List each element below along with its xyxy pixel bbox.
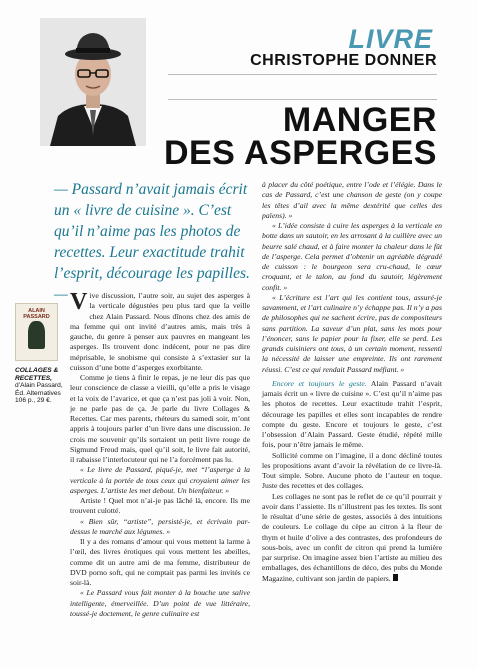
end-of-article-icon — [393, 574, 398, 581]
title-line-2: DES ASPERGES — [163, 134, 437, 172]
book-publisher: Éd. Alternatives — [15, 389, 61, 397]
pull-quote: — Passard n’avait jamais écrit un « livre de cuisine ». C’est qu’il n’aime pas les photos de recettes. Leur exactitude trahit l’esprit, décourage les papilles. — — [54, 181, 250, 303]
title-line-1: MANGER — [282, 101, 437, 139]
section-rubric: LIVRE — [348, 24, 433, 54]
article-paragraph: « Le livre de Passard, piqué-je, met “l’asperge à la verticale à la portée de tous ceux qui croyaient aimer les asperges. L’artiste les met debout. Un bienfaiteur. » — [70, 465, 250, 495]
page-title — [163, 101, 437, 172]
article-paragraph — [262, 492, 442, 584]
book-sidebar — [15, 303, 63, 405]
article-column-2 — [262, 180, 442, 584]
article-paragraph: à placer du côté poétique, entre l’ode et l’élégie. Dans le cas de Passard, c’est une chanson de geste (on y coupe les têtes d’ail avec la même dextérité que celles des païens). » — [262, 180, 442, 220]
author-portrait — [40, 18, 146, 146]
book-cover-title: ALAIN PASSARD — [23, 308, 50, 320]
article-paragraph — [262, 379, 442, 451]
article-paragraph: « L’écriture est l’art qui les contient tous, assuré-je savamment, et l’art culinaire n’y échappe pas. Il n’y a pas de philosophes qui ne sachent écrire, pas de compositeurs sans partition. La saveur d’un plat, sans les mots pour l’énoncer, sans le papier pour la fixer, elle se perd. Les grands cuisiniers ont tous, à un certain moment, ressenti la nécessité de laisser une empreinte. Ils ont rarement réussi. C’est ce qui rendait Passard méfiant. » — [262, 292, 442, 374]
drop-cap: V — [70, 289, 88, 315]
article-column-1 — [70, 291, 250, 619]
book-cover — [15, 303, 58, 361]
author-name: CHRISTOPHE DONNER — [250, 52, 437, 69]
header-rule — [168, 74, 437, 75]
article-paragraph: Artiste ! Quel mot n’ai-je pas lâché là, encore. Ils me trouvent culotté. — [70, 496, 250, 516]
book-author: d’Alain Passard, — [15, 382, 63, 390]
article-paragraph: Sollicité comme on l’imagine, il a donc décliné toutes les propositions avant d’avoir la révélation de ce livre-là. Tout simple. Sobre. Aucune photo de l’auteur en toque. Juste des recettes et des collages. — [262, 450, 442, 491]
article-paragraph: « Bien sûr, “artiste”, persisté-je, et écrivain par-dessus le marché aux légumes. » — [70, 516, 250, 536]
article-paragraph: Il y a des romans d’amour qui vous mettent la larme à l’œil, des livres érotiques qui vous mettent les abeilles, comme dit un autre ami de ma femme, distributeur de DVD porno soft, qui ne comptait pas parmi les invités ce soir-là. — [70, 537, 250, 587]
author-photo-icon — [40, 18, 146, 146]
paragraph-text: Les collages ne sont pas le reflet de ce qu’il pourrait y avoir dans l’assiette. Ils n’illustrent pas les textes. Ils sont le résultat d’une série de gestes, associés à des intuitions de couleurs. Le collage du cèpe au citron à la fleur de thym et huile d’olive a des contrastes, des profondeurs de sous-bois, avec un confit de citron qui prend la lumière par surprise. On imagine assez bien l’artiste au milieu des emballages, des échantillons de déco, des pubs du Monde Magazine, cultivant son jardin de papiers. — [262, 491, 442, 583]
paragraph-text: Alain Passard n’avait jamais écrit un « livre de cuisine ». C’est qu’il n’aime pas les photos de recettes. Leur exactitude trahit l’esprit, décourage les papilles et elles sont incapables de rendre compte du geste. Encore et toujours le geste, c’est l’obsession d’Alain Passard. Geste étudié, répété mille fois, pour n’être jamais le même. — [262, 378, 442, 450]
article-paragraph — [70, 291, 250, 373]
article-paragraph: « Le Passard vous fait monter à la bouche une salive intelligente, émerveillée. D’un point de vue littéraire, toussé-je doctement, le genre culinaire est — [70, 588, 250, 618]
article-subhead: Encore et toujours le geste. — [272, 378, 367, 388]
cover-illustration-icon — [28, 321, 45, 349]
article-paragraph: « L’idée consiste à cuire les asperges à la verticale en botte dans un sautoir, en les arrosant à la cuillère avec un beurre salé chaud, et à faire monter la chaleur dans le fût de l’asperge. Cela permet d’obtenir un agréable dégradé de cuisson : le bourgeon sera cru-chaud, le cœur croquant, et le talon, au fond du sautoir, légèrement confit. » — [262, 221, 442, 292]
title-rule — [168, 99, 437, 100]
book-pages-price: 106 p., 29 €. — [15, 397, 52, 405]
book-title: COLLAGES & RECETTES, — [15, 367, 59, 382]
book-info — [15, 367, 75, 405]
article-paragraph: Comme je tiens à finir le repas, je ne leur dis pas que leur conscience de classe a vieilli, qu’elle a pris le visage et la voix de l’avarice, et que ça n’est pas joli à voir. Non, je ne parle pas de ça. Je parle du livre Collages & Recettes. Car mes parents, rhéteurs du samedi soir, m’ont appris à toujours parler d’un livre dans une discussion. Je crois me souvenir qu’ils sortaient un petit livre rouge de Sigmund Freud mais, quel qu’il soit, le livre fait autorité, il rabaisse l’interlocuteur qui ne l’a forcément pas lu. — [70, 373, 250, 464]
paragraph-text: ive discussion, l’autre soir, au sujet des asperges à la verticale dégustées peu plus tard que la veille chez Alain Passard. Nous dînons chez des amis de ma femme qui ont invité d’autres amis, mais très à gauche, du genre à penser aux pauvres en mangeant les asperges. Ils trouvent donc indécent, pour ne pas dire méprisable, le snobisme qui consiste à s’extasier sur la cuisson d’une botte d’asperges exorbitante. — [70, 291, 250, 372]
